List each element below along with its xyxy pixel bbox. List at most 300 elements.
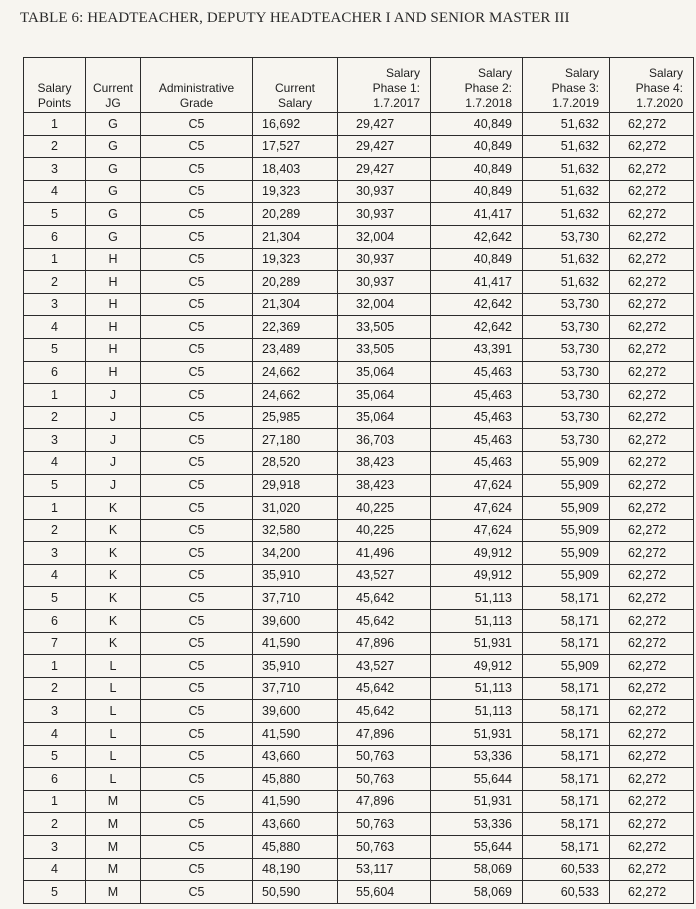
- phase2-salary-cell: 47,624: [431, 474, 523, 497]
- phase3-salary-cell: 53,730: [523, 293, 610, 316]
- current-salary-cell: 39,600: [253, 610, 338, 633]
- column-header-line: Salary: [277, 96, 312, 110]
- job-group-cell: K: [86, 519, 141, 542]
- table-row: [24, 677, 694, 700]
- table-row: [24, 474, 694, 497]
- phase3-salary-cell: 55,909: [523, 564, 610, 587]
- current-salary-cell: 31,020: [253, 497, 338, 520]
- column-header-line: Administrative: [158, 81, 235, 95]
- admin-grade-cell: C5: [141, 293, 253, 316]
- current-salary-cell: 20,289: [253, 203, 338, 226]
- current-salary-cell: 45,880: [253, 836, 338, 859]
- salary-point-cell: 4: [24, 564, 86, 587]
- table-row: [24, 768, 694, 791]
- table-row: [24, 497, 694, 520]
- table-row: [24, 881, 694, 904]
- current-salary-cell: 23,489: [253, 338, 338, 361]
- phase2-salary-cell: 55,644: [431, 836, 523, 859]
- phase3-salary-cell: 51,632: [523, 271, 610, 294]
- table-row: [24, 564, 694, 587]
- phase2-salary-cell: 58,069: [431, 881, 523, 904]
- phase1-salary-cell: 50,763: [338, 836, 431, 859]
- phase4-salary-cell: 62,272: [610, 225, 694, 248]
- phase4-salary-cell: 62,272: [610, 293, 694, 316]
- phase1-salary-cell: 29,427: [338, 158, 431, 181]
- admin-grade-cell: C5: [141, 677, 253, 700]
- phase4-salary-cell: 62,272: [610, 248, 694, 271]
- phase1-salary-cell: 43,527: [338, 564, 431, 587]
- phase3-salary-cell: 58,171: [523, 587, 610, 610]
- phase3-salary-cell: 51,632: [523, 158, 610, 181]
- salary-point-cell: 5: [24, 203, 86, 226]
- salary-point-cell: 2: [24, 406, 86, 429]
- salary-point-cell: 6: [24, 768, 86, 791]
- phase4-salary-cell: 62,272: [610, 858, 694, 881]
- phase1-salary-cell: 45,642: [338, 677, 431, 700]
- phase4-salary-cell: 62,272: [610, 203, 694, 226]
- current-salary-cell: 24,662: [253, 361, 338, 384]
- phase3-salary-cell: 58,171: [523, 700, 610, 723]
- phase2-salary-cell: 42,642: [431, 293, 523, 316]
- table-row: [24, 858, 694, 881]
- phase1-salary-cell: 30,937: [338, 180, 431, 203]
- admin-grade-cell: C5: [141, 113, 253, 136]
- current-salary-cell: 37,710: [253, 587, 338, 610]
- salary-point-cell: 5: [24, 745, 86, 768]
- phase1-salary-cell: 38,423: [338, 451, 431, 474]
- job-group-cell: M: [86, 813, 141, 836]
- phase3-salary-cell: 51,632: [523, 113, 610, 136]
- current-salary-cell: 24,662: [253, 384, 338, 407]
- current-salary-cell: 16,692: [253, 113, 338, 136]
- job-group-cell: H: [86, 293, 141, 316]
- phase2-salary-cell: 43,391: [431, 338, 523, 361]
- phase1-salary-cell: 47,896: [338, 723, 431, 746]
- phase4-salary-cell: 62,272: [610, 158, 694, 181]
- phase3-salary-cell: 58,171: [523, 610, 610, 633]
- current-salary-cell: 48,190: [253, 858, 338, 881]
- phase1-salary-cell: 33,505: [338, 338, 431, 361]
- phase4-salary-cell: 62,272: [610, 180, 694, 203]
- admin-grade-cell: C5: [141, 790, 253, 813]
- phase4-salary-cell: 62,272: [610, 474, 694, 497]
- phase1-salary-cell: 50,763: [338, 813, 431, 836]
- current-salary-cell: 35,910: [253, 655, 338, 678]
- phase4-salary-cell: 62,272: [610, 564, 694, 587]
- phase3-salary-cell: 58,171: [523, 768, 610, 791]
- admin-grade-cell: C5: [141, 564, 253, 587]
- salary-point-cell: 4: [24, 180, 86, 203]
- column-header-line: Salary: [648, 66, 683, 80]
- phase3-salary-cell: 53,730: [523, 406, 610, 429]
- phase1-salary-cell: 29,427: [338, 113, 431, 136]
- phase2-salary-cell: 51,113: [431, 610, 523, 633]
- phase1-salary-cell: 29,427: [338, 135, 431, 158]
- column-header-line: JG: [105, 96, 121, 110]
- phase2-salary-cell: 49,912: [431, 655, 523, 678]
- admin-grade-cell: C5: [141, 542, 253, 565]
- column-header-line: Phase 3:: [551, 81, 599, 95]
- salary-point-cell: 3: [24, 293, 86, 316]
- current-salary-cell: 17,527: [253, 135, 338, 158]
- table-row: [24, 338, 694, 361]
- phase2-salary-cell: 42,642: [431, 225, 523, 248]
- salary-point-cell: 1: [24, 497, 86, 520]
- table-row: [24, 180, 694, 203]
- current-salary-cell: 20,289: [253, 271, 338, 294]
- job-group-cell: M: [86, 790, 141, 813]
- phase1-salary-cell: 40,225: [338, 519, 431, 542]
- column-header-line: Phase 2:: [464, 81, 512, 95]
- salary-point-cell: 2: [24, 519, 86, 542]
- job-group-cell: L: [86, 723, 141, 746]
- column-header-line: Points: [37, 96, 72, 110]
- column-header: [431, 58, 523, 113]
- phase2-salary-cell: 40,849: [431, 158, 523, 181]
- salary-point-cell: 1: [24, 113, 86, 136]
- admin-grade-cell: C5: [141, 429, 253, 452]
- job-group-cell: L: [86, 768, 141, 791]
- page-title: TABLE 6: HEADTEACHER, DEPUTY HEADTEACHER I AND SENIOR MASTER III: [20, 10, 570, 26]
- current-salary-cell: 45,880: [253, 768, 338, 791]
- column-header-line: 1.7.2018: [465, 96, 512, 110]
- admin-grade-cell: C5: [141, 406, 253, 429]
- phase1-salary-cell: 30,937: [338, 203, 431, 226]
- admin-grade-cell: C5: [141, 316, 253, 339]
- admin-grade-cell: C5: [141, 497, 253, 520]
- phase4-salary-cell: 62,272: [610, 632, 694, 655]
- salary-point-cell: 4: [24, 723, 86, 746]
- table-row: [24, 632, 694, 655]
- phase1-salary-cell: 50,763: [338, 768, 431, 791]
- phase3-salary-cell: 58,171: [523, 813, 610, 836]
- admin-grade-cell: C5: [141, 723, 253, 746]
- column-header-line: Current: [92, 81, 133, 95]
- column-header: [338, 58, 431, 113]
- table-row: [24, 542, 694, 565]
- phase4-salary-cell: 62,272: [610, 790, 694, 813]
- phase1-salary-cell: 41,496: [338, 542, 431, 565]
- phase4-salary-cell: 62,272: [610, 406, 694, 429]
- phase4-salary-cell: 62,272: [610, 677, 694, 700]
- job-group-cell: J: [86, 384, 141, 407]
- salary-point-cell: 5: [24, 881, 86, 904]
- salary-point-cell: 2: [24, 135, 86, 158]
- salary-point-cell: 3: [24, 836, 86, 859]
- table-row: [24, 316, 694, 339]
- salary-point-cell: 2: [24, 271, 86, 294]
- table-row: [24, 610, 694, 633]
- admin-grade-cell: C5: [141, 836, 253, 859]
- phase3-salary-cell: 51,632: [523, 203, 610, 226]
- job-group-cell: K: [86, 564, 141, 587]
- job-group-cell: K: [86, 632, 141, 655]
- phase3-salary-cell: 55,909: [523, 542, 610, 565]
- job-group-cell: K: [86, 542, 141, 565]
- phase3-salary-cell: 58,171: [523, 632, 610, 655]
- phase3-salary-cell: 58,171: [523, 836, 610, 859]
- current-salary-cell: 34,200: [253, 542, 338, 565]
- job-group-cell: M: [86, 836, 141, 859]
- phase4-salary-cell: 62,272: [610, 497, 694, 520]
- salary-point-cell: 6: [24, 610, 86, 633]
- header-row: [24, 58, 694, 113]
- phase1-salary-cell: 36,703: [338, 429, 431, 452]
- table-row: [24, 361, 694, 384]
- salary-point-cell: 6: [24, 361, 86, 384]
- salary-point-cell: 3: [24, 158, 86, 181]
- salary-table: [23, 57, 694, 904]
- column-header-line: Salary: [477, 66, 512, 80]
- job-group-cell: G: [86, 203, 141, 226]
- column-header: [253, 58, 338, 113]
- salary-point-cell: 3: [24, 429, 86, 452]
- current-salary-cell: 29,918: [253, 474, 338, 497]
- job-group-cell: M: [86, 858, 141, 881]
- job-group-cell: H: [86, 361, 141, 384]
- salary-point-cell: 1: [24, 384, 86, 407]
- phase1-salary-cell: 30,937: [338, 248, 431, 271]
- column-header-line: Current: [274, 81, 315, 95]
- phase2-salary-cell: 45,463: [431, 384, 523, 407]
- phase2-salary-cell: 47,624: [431, 519, 523, 542]
- job-group-cell: G: [86, 135, 141, 158]
- phase4-salary-cell: 62,272: [610, 745, 694, 768]
- table-row: [24, 451, 694, 474]
- phase3-salary-cell: 53,730: [523, 225, 610, 248]
- phase3-salary-cell: 53,730: [523, 316, 610, 339]
- phase1-salary-cell: 53,117: [338, 858, 431, 881]
- job-group-cell: J: [86, 474, 141, 497]
- phase4-salary-cell: 62,272: [610, 113, 694, 136]
- column-header-line: Salary: [564, 66, 599, 80]
- salary-point-cell: 3: [24, 700, 86, 723]
- job-group-cell: H: [86, 271, 141, 294]
- phase2-salary-cell: 45,463: [431, 406, 523, 429]
- phase2-salary-cell: 41,417: [431, 271, 523, 294]
- table-row: [24, 203, 694, 226]
- salary-point-cell: 5: [24, 338, 86, 361]
- job-group-cell: L: [86, 677, 141, 700]
- admin-grade-cell: C5: [141, 474, 253, 497]
- salary-point-cell: 2: [24, 813, 86, 836]
- phase1-salary-cell: 47,896: [338, 790, 431, 813]
- table-row: [24, 248, 694, 271]
- salary-point-cell: 5: [24, 587, 86, 610]
- job-group-cell: L: [86, 700, 141, 723]
- phase1-salary-cell: 45,642: [338, 700, 431, 723]
- phase1-salary-cell: 35,064: [338, 406, 431, 429]
- current-salary-cell: 35,910: [253, 564, 338, 587]
- column-header: [24, 58, 86, 113]
- phase1-salary-cell: 43,527: [338, 655, 431, 678]
- admin-grade-cell: C5: [141, 384, 253, 407]
- admin-grade-cell: C5: [141, 203, 253, 226]
- phase2-salary-cell: 51,931: [431, 632, 523, 655]
- column-header-line: Phase 1:: [372, 81, 420, 95]
- table-row: [24, 519, 694, 542]
- phase1-salary-cell: 35,064: [338, 384, 431, 407]
- salary-point-cell: 5: [24, 474, 86, 497]
- column-header: [523, 58, 610, 113]
- phase2-salary-cell: 51,113: [431, 700, 523, 723]
- phase3-salary-cell: 55,909: [523, 655, 610, 678]
- table-body: [24, 113, 694, 904]
- salary-point-cell: 3: [24, 542, 86, 565]
- phase1-salary-cell: 50,763: [338, 745, 431, 768]
- phase3-salary-cell: 60,533: [523, 881, 610, 904]
- phase2-salary-cell: 42,642: [431, 316, 523, 339]
- phase2-salary-cell: 51,931: [431, 723, 523, 746]
- phase1-salary-cell: 45,642: [338, 610, 431, 633]
- phase1-salary-cell: 33,505: [338, 316, 431, 339]
- job-group-cell: J: [86, 451, 141, 474]
- job-group-cell: G: [86, 225, 141, 248]
- table-row: [24, 135, 694, 158]
- phase2-salary-cell: 41,417: [431, 203, 523, 226]
- phase2-salary-cell: 45,463: [431, 429, 523, 452]
- table-row: [24, 271, 694, 294]
- admin-grade-cell: C5: [141, 361, 253, 384]
- salary-point-cell: 7: [24, 632, 86, 655]
- column-header: [141, 58, 253, 113]
- phase3-salary-cell: 60,533: [523, 858, 610, 881]
- admin-grade-cell: C5: [141, 519, 253, 542]
- admin-grade-cell: C5: [141, 135, 253, 158]
- phase4-salary-cell: 62,272: [610, 361, 694, 384]
- current-salary-cell: 41,590: [253, 723, 338, 746]
- salary-point-cell: 2: [24, 677, 86, 700]
- job-group-cell: H: [86, 248, 141, 271]
- phase1-salary-cell: 55,604: [338, 881, 431, 904]
- phase2-salary-cell: 58,069: [431, 858, 523, 881]
- phase1-salary-cell: 38,423: [338, 474, 431, 497]
- table-row: [24, 406, 694, 429]
- phase1-salary-cell: 45,642: [338, 587, 431, 610]
- salary-point-cell: 4: [24, 316, 86, 339]
- phase4-salary-cell: 62,272: [610, 768, 694, 791]
- phase2-salary-cell: 55,644: [431, 768, 523, 791]
- current-salary-cell: 19,323: [253, 180, 338, 203]
- phase3-salary-cell: 58,171: [523, 723, 610, 746]
- column-header-line: 1.7.2020: [636, 96, 683, 110]
- phase1-salary-cell: 30,937: [338, 271, 431, 294]
- job-group-cell: H: [86, 316, 141, 339]
- phase3-salary-cell: 53,730: [523, 429, 610, 452]
- phase4-salary-cell: 62,272: [610, 836, 694, 859]
- phase3-salary-cell: 51,632: [523, 248, 610, 271]
- phase4-salary-cell: 62,272: [610, 723, 694, 746]
- current-salary-cell: 21,304: [253, 225, 338, 248]
- current-salary-cell: 39,600: [253, 700, 338, 723]
- phase4-salary-cell: 62,272: [610, 135, 694, 158]
- table-row: [24, 745, 694, 768]
- job-group-cell: J: [86, 406, 141, 429]
- salary-point-cell: 1: [24, 655, 86, 678]
- admin-grade-cell: C5: [141, 180, 253, 203]
- salary-point-cell: 6: [24, 225, 86, 248]
- job-group-cell: K: [86, 587, 141, 610]
- table-row: [24, 700, 694, 723]
- phase1-salary-cell: 32,004: [338, 225, 431, 248]
- table-row: [24, 813, 694, 836]
- salary-point-cell: 4: [24, 451, 86, 474]
- admin-grade-cell: C5: [141, 813, 253, 836]
- phase2-salary-cell: 51,113: [431, 677, 523, 700]
- table-row: [24, 293, 694, 316]
- phase3-salary-cell: 58,171: [523, 790, 610, 813]
- phase2-salary-cell: 53,336: [431, 813, 523, 836]
- current-salary-cell: 27,180: [253, 429, 338, 452]
- phase4-salary-cell: 62,272: [610, 542, 694, 565]
- phase4-salary-cell: 62,272: [610, 451, 694, 474]
- phase4-salary-cell: 62,272: [610, 655, 694, 678]
- column-header-line: 1.7.2019: [552, 96, 599, 110]
- admin-grade-cell: C5: [141, 271, 253, 294]
- phase2-salary-cell: 40,849: [431, 180, 523, 203]
- table-row: [24, 836, 694, 859]
- current-salary-cell: 25,985: [253, 406, 338, 429]
- phase2-salary-cell: 40,849: [431, 248, 523, 271]
- phase3-salary-cell: 51,632: [523, 180, 610, 203]
- current-salary-cell: 21,304: [253, 293, 338, 316]
- phase3-salary-cell: 58,171: [523, 677, 610, 700]
- phase3-salary-cell: 55,909: [523, 519, 610, 542]
- phase4-salary-cell: 62,272: [610, 587, 694, 610]
- phase3-salary-cell: 53,730: [523, 338, 610, 361]
- current-salary-cell: 32,580: [253, 519, 338, 542]
- phase2-salary-cell: 40,849: [431, 135, 523, 158]
- current-salary-cell: 28,520: [253, 451, 338, 474]
- current-salary-cell: 41,590: [253, 790, 338, 813]
- job-group-cell: K: [86, 497, 141, 520]
- admin-grade-cell: C5: [141, 610, 253, 633]
- phase3-salary-cell: 58,171: [523, 745, 610, 768]
- job-group-cell: G: [86, 180, 141, 203]
- table-row: [24, 587, 694, 610]
- column-header-line: Grade: [179, 96, 214, 110]
- salary-point-cell: 1: [24, 248, 86, 271]
- current-salary-cell: 50,590: [253, 881, 338, 904]
- admin-grade-cell: C5: [141, 632, 253, 655]
- phase2-salary-cell: 40,849: [431, 113, 523, 136]
- job-group-cell: H: [86, 338, 141, 361]
- table-row: [24, 429, 694, 452]
- job-group-cell: L: [86, 655, 141, 678]
- phase4-salary-cell: 62,272: [610, 271, 694, 294]
- job-group-cell: G: [86, 158, 141, 181]
- admin-grade-cell: C5: [141, 881, 253, 904]
- phase1-salary-cell: 40,225: [338, 497, 431, 520]
- phase2-salary-cell: 49,912: [431, 564, 523, 587]
- phase3-salary-cell: 53,730: [523, 361, 610, 384]
- table-row: [24, 790, 694, 813]
- phase4-salary-cell: 62,272: [610, 610, 694, 633]
- admin-grade-cell: C5: [141, 225, 253, 248]
- phase4-salary-cell: 62,272: [610, 316, 694, 339]
- table-row: [24, 113, 694, 136]
- phase2-salary-cell: 49,912: [431, 542, 523, 565]
- phase1-salary-cell: 47,896: [338, 632, 431, 655]
- table-row: [24, 384, 694, 407]
- current-salary-cell: 41,590: [253, 632, 338, 655]
- phase3-salary-cell: 53,730: [523, 384, 610, 407]
- admin-grade-cell: C5: [141, 158, 253, 181]
- phase2-salary-cell: 53,336: [431, 745, 523, 768]
- phase2-salary-cell: 45,463: [431, 451, 523, 474]
- column-header-line: Salary: [37, 81, 72, 95]
- job-group-cell: L: [86, 745, 141, 768]
